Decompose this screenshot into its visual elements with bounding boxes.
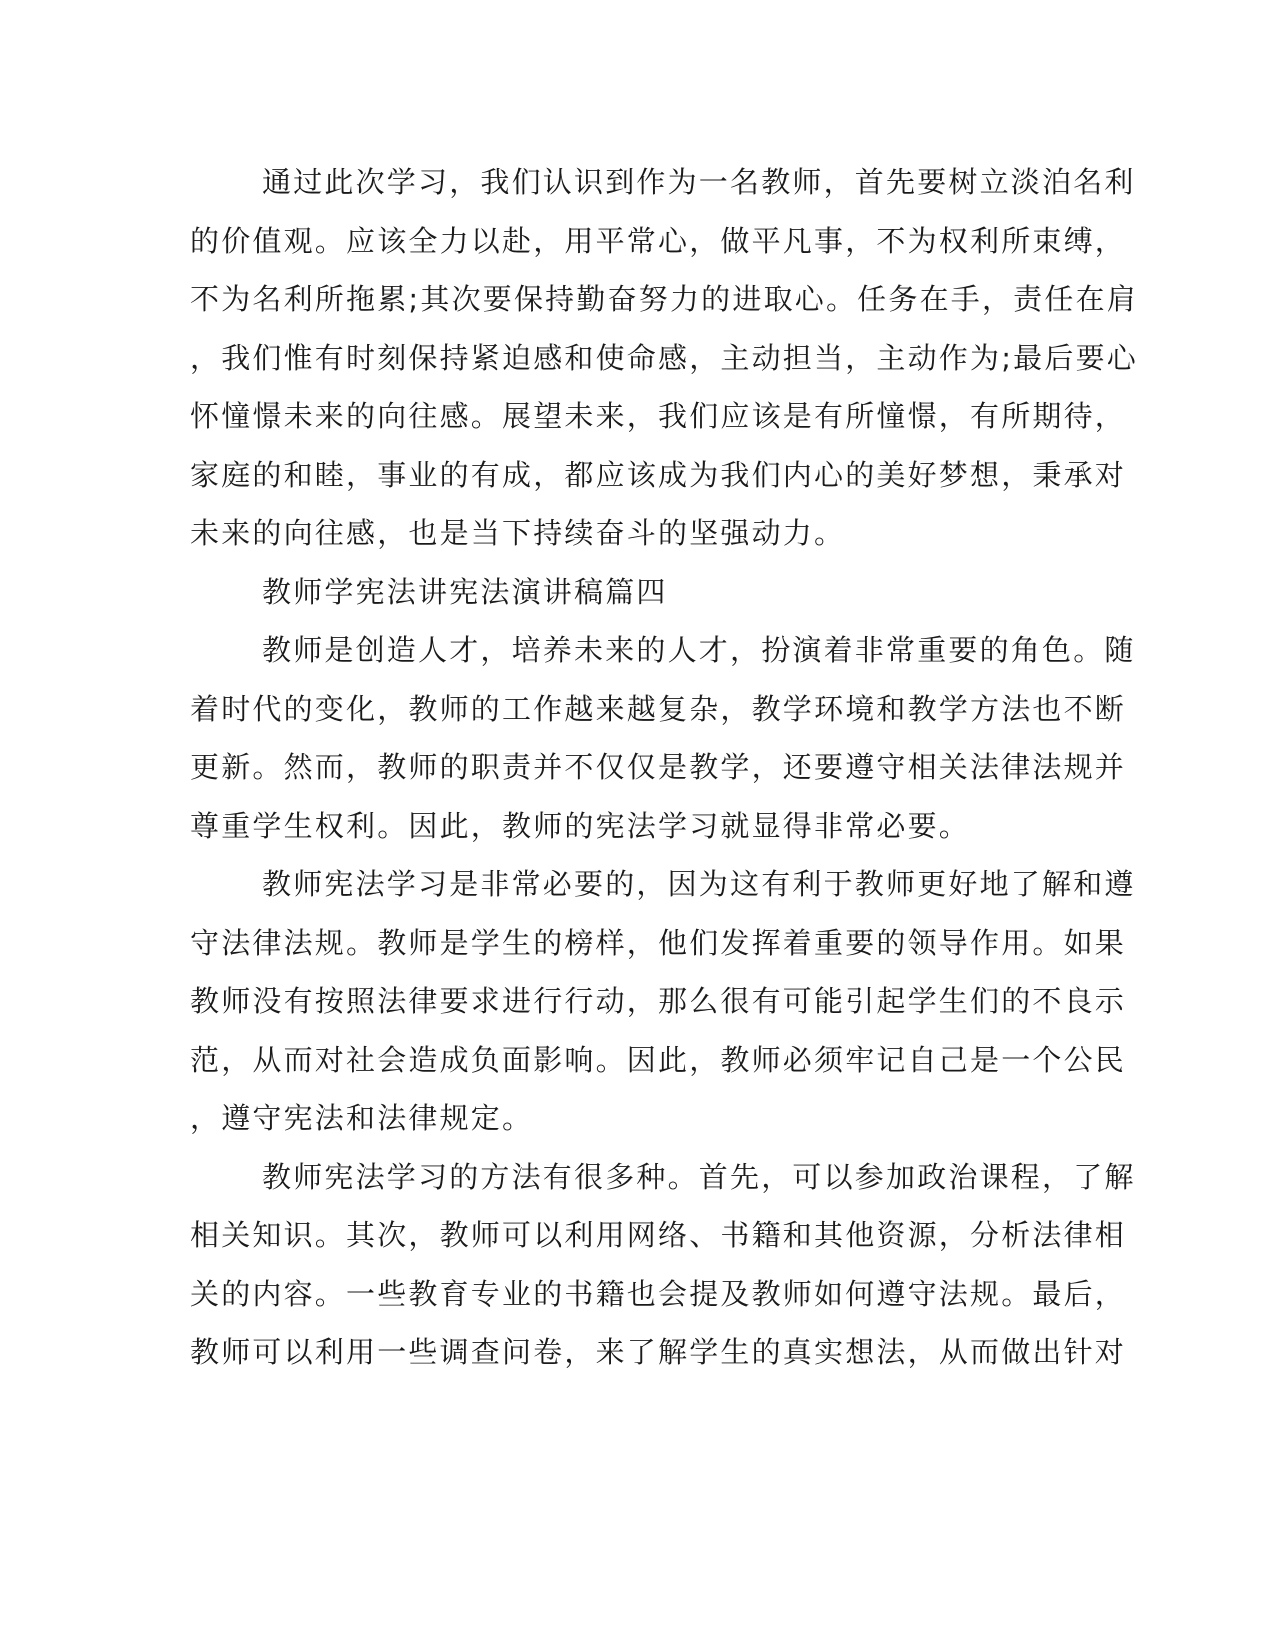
paragraph-line: 教师是创造人才，培养未来的人才，扮演着非常重要的角色。随 bbox=[262, 633, 1136, 667]
paragraph-line: ，遵守宪法和法律规定。 bbox=[190, 1101, 534, 1135]
paragraph-line: 不为名利所拖累;其次要保持勤奋努力的进取心。任务在手，责任在肩 bbox=[190, 282, 1138, 316]
paragraph-line: 相关知识。其次，教师可以利用网络、书籍和其他资源，分析法律相 bbox=[190, 1218, 1127, 1252]
paragraph-line: ，我们惟有时刻保持紧迫感和使命感，主动担当，主动作为;最后要心 bbox=[190, 341, 1138, 375]
paragraph-line: 关的内容。一些教育专业的书籍也会提及教师如何遵守法规。最后， bbox=[190, 1277, 1127, 1311]
paragraph-line: 怀憧憬未来的向往感。展望未来，我们应该是有所憧憬，有所期待， bbox=[190, 399, 1127, 433]
paragraph-line: 家庭的和睦，事业的有成，都应该成为我们内心的美好梦想，秉承对 bbox=[190, 458, 1127, 492]
section-heading: 教师学宪法讲宪法演讲稿篇四 bbox=[262, 575, 668, 609]
paragraph-line: 更新。然而，教师的职责并不仅仅是教学，还要遵守相关法律法规并 bbox=[190, 750, 1127, 784]
paragraph-line: 通过此次学习，我们认识到作为一名教师，首先要树立淡泊名利 bbox=[262, 165, 1136, 199]
paragraph-line: 范，从而对社会造成负面影响。因此，教师必须牢记自己是一个公民 bbox=[190, 1043, 1127, 1077]
paragraph-line: 着时代的变化，教师的工作越来越复杂，教学环境和教学方法也不断 bbox=[190, 692, 1127, 726]
paragraph-line: 教师宪法学习是非常必要的，因为这有利于教师更好地了解和遵 bbox=[262, 867, 1136, 901]
paragraph-line: 教师宪法学习的方法有很多种。首先，可以参加政治课程，了解 bbox=[262, 1160, 1136, 1194]
paragraph-line: 未来的向往感，也是当下持续奋斗的坚强动力。 bbox=[190, 516, 846, 550]
paragraph-line: 守法律法规。教师是学生的榜样，他们发挥着重要的领导作用。如果 bbox=[190, 926, 1127, 960]
paragraph-line: 教师可以利用一些调查问卷，来了解学生的真实想法，从而做出针对 bbox=[190, 1335, 1127, 1369]
paragraph-line: 的价值观。应该全力以赴，用平常心，做平凡事，不为权利所束缚， bbox=[190, 224, 1127, 258]
paragraph-line: 教师没有按照法律要求进行行动，那么很有可能引起学生们的不良示 bbox=[190, 984, 1127, 1018]
paragraph-line: 尊重学生权利。因此，教师的宪法学习就显得非常必要。 bbox=[190, 809, 971, 843]
